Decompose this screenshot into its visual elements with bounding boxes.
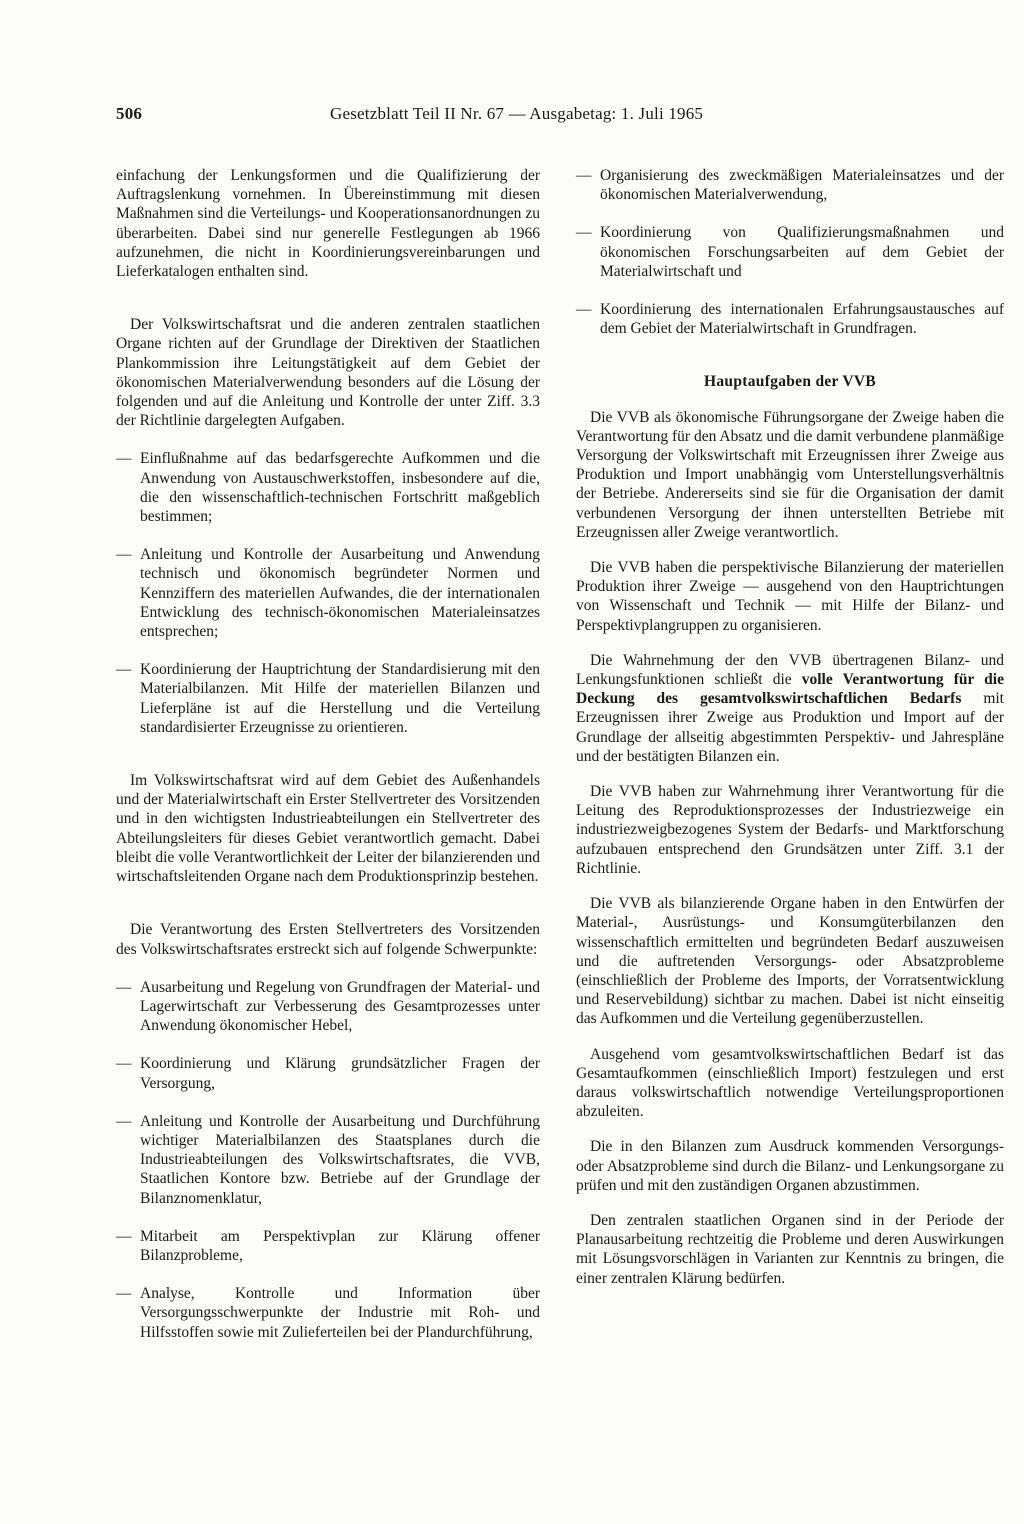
list-item-text: Koordinierung der Hauptrichtung der Standardisierung mit den Materialbilanzen. Mit Hilfe der materiellen Bilanzen und Lieferpläne ist auf die Herstellung und die Verteilung standardisierter Erzeugnisse zu orientieren. <box>140 661 540 736</box>
dash-bullet: — <box>576 301 592 319</box>
page-header <box>116 104 916 128</box>
list-item-text: Analyse, Kontrolle und Information über Versorgungsschwerpunkte der Industrie mit Roh- und Hilfsstoffen sowie mit Zulieferteilen bei der Plandurchführung, <box>140 1285 540 1341</box>
publication-line: Gesetzblatt Teil II Nr. 67 — Ausgabetag: 1. Juli 1965 <box>330 104 704 123</box>
list-item <box>116 1112 540 1208</box>
paragraph: Ausgehend vom gesamtvolkswirtschaftlichen Bedarf ist das Gesamtaufkommen (einschließlich Import) festzulegen und erst daraus volkswirtschaftlich notwendige Verteilungsproportionen abzuleiten. <box>576 1045 1004 1121</box>
dash-bullet: — <box>576 224 592 242</box>
list-item <box>116 1054 540 1092</box>
list-item-text: Anleitung und Kontrolle der Ausarbeitung und Anwendung technisch und ökonomisch begründeter Normen und Kennziffern des materiellen Aufwandes, die der internationalen Entwicklung des technisch-ökonomischen Materialeinsatzes entsprechen; <box>140 546 540 641</box>
paragraph: Die VVB als bilanzierende Organe haben in den Entwürfen der Material-, Ausrüstungs- und Konsumgüterbilanzen den wissenschaftlich ermittelten und begründeten Bedarf auszuweisen und die auftretenden Versorgungs- oder Absatzprobleme (einschließlich der Probleme des Imports, der Vorratsentwicklung und Reservebildung) sichtbar zu machen. Dabei ist nicht einseitig das Aufkommen und die Verteilung gegenüberzustellen. <box>576 895 1004 1028</box>
dash-bullet: — <box>116 1055 132 1073</box>
page-number: 506 <box>116 104 143 123</box>
paragraph <box>576 651 1004 766</box>
list-item <box>576 166 1004 204</box>
dash-bullet: — <box>116 978 132 996</box>
paragraph: Die VVB haben zur Wahrnehmung ihrer Verantwortung für die Leitung des Reproduktionsprozesses der Industriezweige ein industriezweigbezogenes System der Bedarfs- und Marktforschung aufzubauen entsprechend den Grundsätzen unter Ziff. 3.1 der Richtlinie. <box>576 783 1004 877</box>
list-item <box>116 978 540 1036</box>
paragraph: Den zentralen staatlichen Organen sind in der Periode der Planausarbeitung rechtzeitig die Probleme und deren Auswirkungen mit Lösungsvorschlägen in Varianten zur Kenntnis zu bringen, die einer zentralen Klärung bedürfen. <box>576 1211 1004 1287</box>
list-item-text: Mitarbeit am Perspektivplan zur Klärung offener Bilanzprobleme, <box>140 1227 540 1264</box>
list-item <box>116 545 540 641</box>
list-item-text: Koordinierung von Qualifizierungsmaßnahmen und ökonomischen Forschungsarbeiten auf dem Gebiet der Materialwirtschaft und <box>600 224 1004 280</box>
section-heading: Hauptaufgaben der VVB <box>704 373 876 391</box>
paragraph-text: mit Erzeugnissen ihrer Zweige aus Produktion und Import auf der Grundlage der allseitig abgestimmten Perspektiv- und Jahrespläne und der bestätigten Bilanzen ein. <box>576 690 1004 765</box>
list-item <box>116 660 540 737</box>
paragraph: Die VVB als ökonomische Führungsorgane der Zweige haben die Verantwortung für den Absatz und die damit verbundene planmäßige Versorgung der Volkswirtschaft mit Erzeugnissen ihrer Zweige aus Produktion und Import unabhängig vom Unterstellungsverhältnis der Betriebe. Andererseits sind sie für die Organisation der damit verbundenen Versorgung der ihnen unterstellten Betriebe mit Erzeugnissen aller Zweige verantwortlich. <box>576 408 1004 541</box>
paragraph-text: Die Wahrnehmung der den VVB übertragenen Bilanz- und Lenkungsfunktionen schließt die <box>576 651 1004 689</box>
list-item <box>576 300 1004 338</box>
paragraph: Die VVB haben die perspektivische Bilanzierung der materiellen Produktion ihrer Zweige — ausgehend von den Hauptrichtungen von Wissenschaft und Technik — mit Hilfe der Bilanz- und Perspektivplangruppen zu organisieren. <box>576 559 1004 634</box>
paragraph: Der Volkswirtschaftsrat und die anderen zentralen staatlichen Organe richten auf der Grundlage der Direktiven der Staatlichen Plankommission ihre Leitungstätigkeit auf dem Gebiet der ökonomischen Materialverwendung besonders auf die Lösung der folgenden und auf die Anleitung und Kontrolle der unter Ziff. 3.3 der Richtlinie dargelegten Aufgaben. <box>116 316 540 430</box>
list-item-text: Organisierung des zweckmäßigen Materialeinsatzes und der ökonomischen Materialverwendung, <box>600 167 1004 204</box>
dash-bullet: — <box>116 1285 132 1303</box>
dash-bullet: — <box>116 661 132 679</box>
paragraph: Im Volkswirtschaftsrat wird auf dem Gebiet des Außenhandels und der Materialwirtschaft ein Erster Stellvertreter des Vorsitzenden und in den wichtigsten Industrieabteilungen ein Stellvertreter des Abteilungsleiters für dieses Gebiet verantwortlich gemacht. Dabei bleibt die volle Verantwortlichkeit der Leiter der bilanzierenden und wirtschaftsleitenden Organe nach dem Produktionsprinzip bestehen. <box>116 772 540 886</box>
paragraph: Die in den Bilanzen zum Ausdruck kommenden Versorgungs- oder Absatzprobleme sind durch die Bilanz- und Lenkungsorgane zu prüfen und mit den zuständigen Organen abzustimmen. <box>576 1138 1004 1194</box>
list-item <box>116 1284 540 1342</box>
list-item-text: Ausarbeitung und Regelung von Grundfragen der Material- und Lagerwirtschaft zur Verbesserung des Gesamtprozesses unter Anwendung ökonomischer Hebel, <box>140 978 540 1035</box>
left-column <box>116 166 540 1342</box>
dash-bullet: — <box>576 167 592 184</box>
emphasis-text: volle Verantwortung für die Deckung des gesamtvolkswirtschaftlichen Bedarfs <box>576 671 1004 708</box>
list-item-text: Anleitung und Kontrolle der Ausarbeitung und Durchführung wichtiger Materialbilanzen des Staatsplanes durch die Industrieabteilungen des Volkswirtschaftsrates, die VVB, Staatlichen Kontore bzw. Betriebe auf der Grundlage der Bilanznomenklatur, <box>140 1112 540 1207</box>
right-column <box>576 166 1004 1288</box>
dash-bullet: — <box>116 1112 132 1130</box>
paragraph: Die Verantwortung des Ersten Stellvertreters des Vorsitzenden des Volkswirtschaftsrates erstreckt sich auf folgende Schwerpunkte: <box>116 921 540 958</box>
list-item <box>116 449 540 526</box>
list-item-text: Koordinierung und Klärung grundsätzlicher Fragen der Versorgung, <box>140 1055 540 1092</box>
list-item <box>576 223 1004 281</box>
dash-bullet: — <box>116 450 132 468</box>
paragraph: einfachung der Lenkungsformen und die Qualifizierung der Auftragslenkung vornehmen. In Übereinstimmung mit diesen Maßnahmen sind die Verteilungs- und Kooperationsanordnungen zu überarbeiten. Dabei sind nur generelle Festlegungen ab 1966 aufzunehmen, die nicht in Koordinierungsvereinbarungen und Lieferkatalogen enthalten sind. <box>116 167 540 281</box>
list-item-text: Koordinierung des internationalen Erfahrungsaustausches auf dem Gebiet der Materialwirtschaft in Grundfragen. <box>600 301 1004 338</box>
list-item <box>116 1227 540 1265</box>
dash-bullet: — <box>116 1227 132 1245</box>
dash-bullet: — <box>116 546 132 564</box>
list-item-text: Einflußnahme auf das bedarfsgerechte Aufkommen und die Anwendung von Austauschwerkstoffen, insbesondere auf die, die den wissenschaftlich-technischen Fortschritt maßgeblich bestimmen; <box>140 450 540 526</box>
